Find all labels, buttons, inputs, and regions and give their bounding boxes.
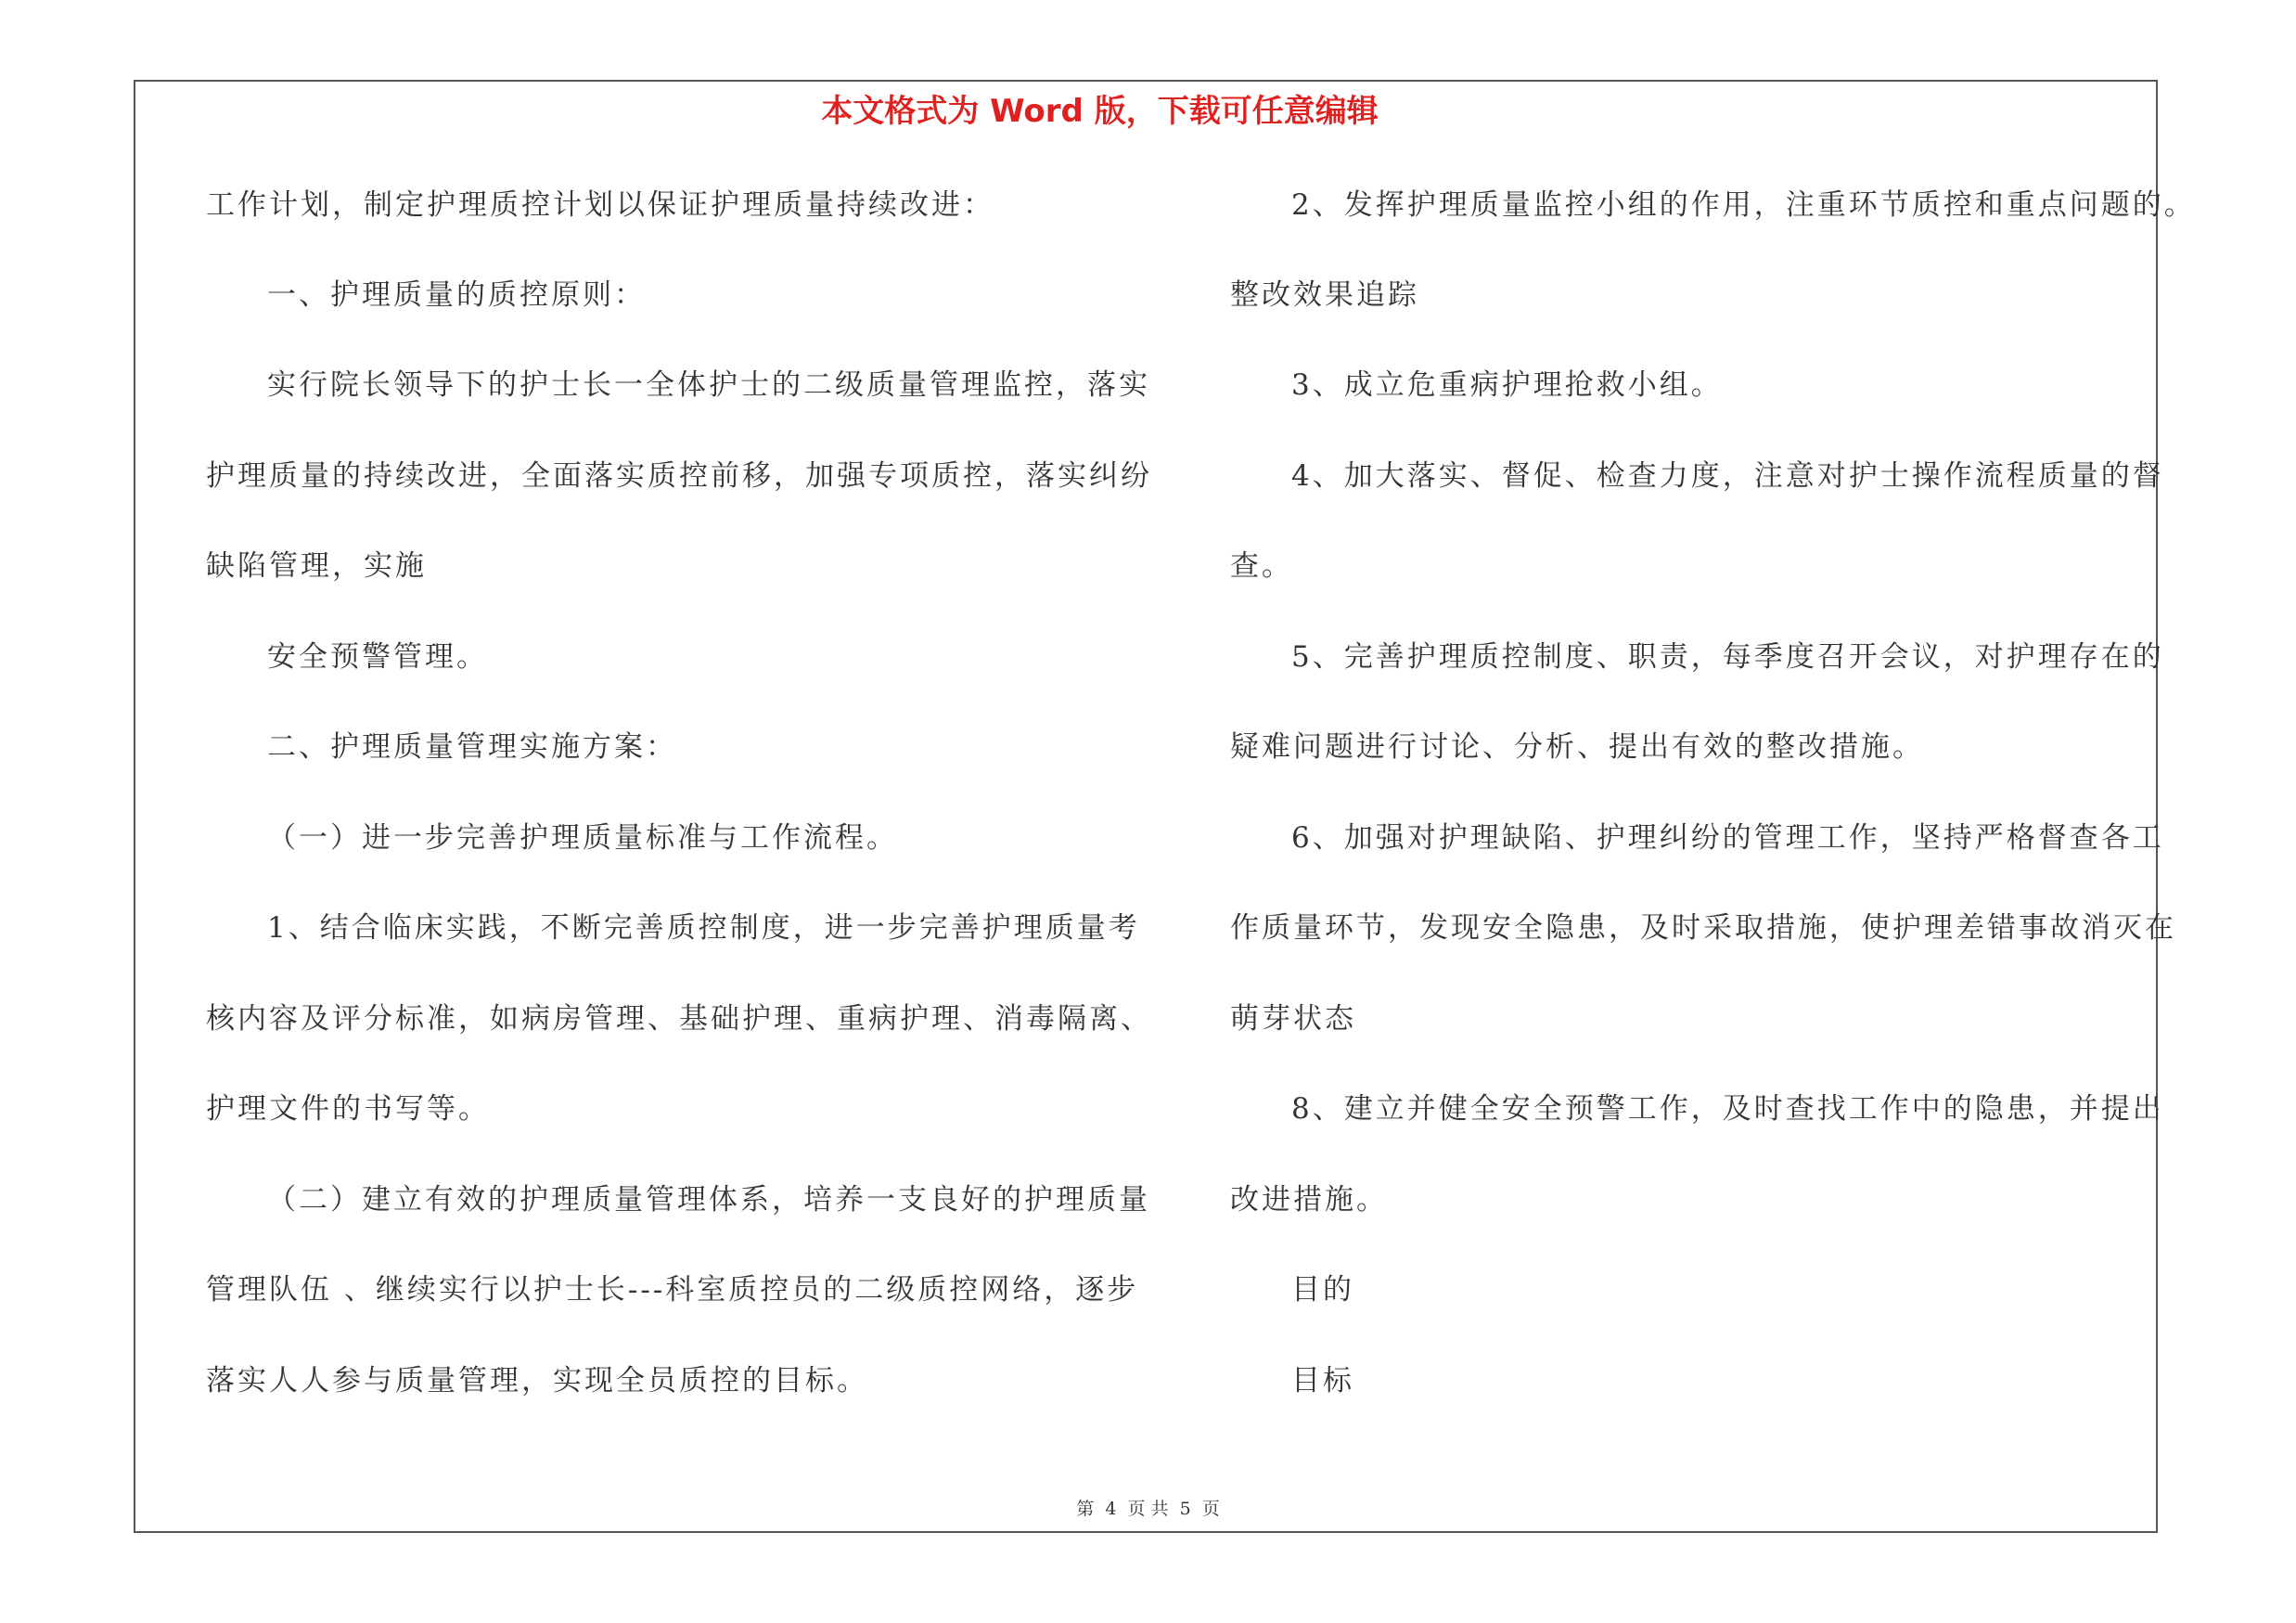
subsection-heading: （二）建立有效的护理质量管理体系，培养一支良好的护理质量 <box>267 1183 1150 1217</box>
paragraph-line: 1、结合临床实践，不断完善质控制度，进一步完善护理质量考 <box>267 911 1140 945</box>
paragraph-line: 查。 <box>1230 549 1293 583</box>
paragraph-line: 8、建立并健全安全预警工作，及时查找工作中的隐患，并提出 <box>1291 1092 2164 1126</box>
total-page-count: 5 <box>1179 1499 1191 1519</box>
paragraph-line: 实行院长领导下的护士长一全体护士的二级质量管理监控，落实 <box>267 368 1150 402</box>
paragraph-line: 落实人人参与质量管理，实现全员质控的目标。 <box>206 1364 868 1398</box>
footer-prefix: 第 <box>1076 1499 1095 1519</box>
paragraph-line: 整改效果追踪 <box>1230 278 1419 312</box>
paragraph-line: 核内容及评分标准，如病房管理、基础护理、重病护理、消毒隔离、 <box>206 1002 1152 1036</box>
word-format-banner: 本文格式为 Word 版，下载可任意编辑 <box>821 93 1379 130</box>
paragraph-line: 护理文件的书写等。 <box>206 1092 490 1126</box>
subsection-heading: （一）进一步完善护理质量标准与工作流程。 <box>267 821 898 855</box>
footer-middle: 页 共 <box>1127 1499 1169 1519</box>
paragraph-line: 5、完善护理质控制度、职责，每季度召开会议，对护理存在的 <box>1291 640 2164 674</box>
paragraph-line: 安全预警管理。 <box>267 640 488 674</box>
paragraph-line: 改进措施。 <box>1230 1183 1388 1217</box>
paragraph-line: 护理质量的持续改进，全面落实质控前移，加强专项质控，落实纠纷 <box>206 459 1152 493</box>
paragraph-line: 萌芽状态 <box>1230 1002 1356 1036</box>
paragraph-line: 2、发挥护理质量监控小组的作用，注重环节质控和重点问题的。 <box>1291 188 2196 222</box>
section-heading: 一、护理质量的质控原则： <box>267 278 646 312</box>
section-heading: 二、护理质量管理实施方案： <box>267 730 677 764</box>
footer-suffix: 页 <box>1201 1499 1220 1519</box>
paragraph-line: 目标 <box>1291 1364 1354 1398</box>
current-page-number: 4 <box>1105 1499 1117 1519</box>
paragraph-line: 管理队伍 、继续实行以护士长---科室质控员的二级质控网络，逐步 <box>206 1273 1139 1307</box>
paragraph-line: 3、成立危重病护理抢救小组。 <box>1291 368 1723 402</box>
paragraph-line: 6、加强对护理缺陷、护理纠纷的管理工作，坚持严格督查各工 <box>1291 821 2164 855</box>
paragraph-line: 工作计划，制定护理质控计划以保证护理质量持续改进： <box>206 188 994 222</box>
paragraph-line: 4、加大落实、督促、检查力度，注意对护士操作流程质量的督 <box>1291 459 2164 493</box>
paragraph-line: 作质量环节，发现安全隐患，及时采取措施，使护理差错事故消灭在 <box>1230 911 2176 945</box>
page-number-footer <box>0 1495 2296 1520</box>
paragraph-line: 疑难问题进行讨论、分析、提出有效的整改措施。 <box>1230 730 1924 764</box>
paragraph-line: 目的 <box>1291 1273 1354 1307</box>
paragraph-line: 缺陷管理，实施 <box>206 549 427 583</box>
